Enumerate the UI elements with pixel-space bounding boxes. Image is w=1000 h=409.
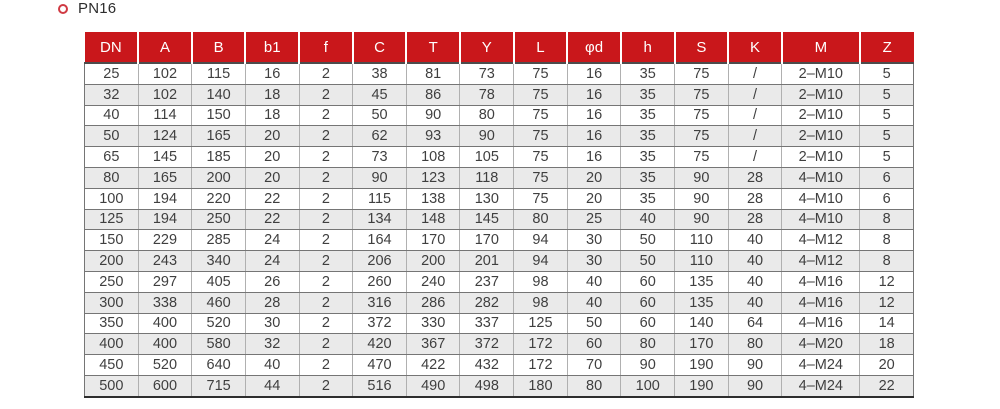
- table-cell: 98: [514, 271, 568, 292]
- table-cell: 28: [728, 188, 782, 209]
- table-row: [85, 209, 914, 230]
- table-cell: 18: [245, 84, 299, 105]
- table-cell: 75: [675, 105, 729, 126]
- table-cell: 50: [85, 126, 139, 147]
- table-cell: 75: [675, 84, 729, 105]
- table-cell: 90: [675, 209, 729, 230]
- table-cell: 5: [860, 84, 914, 105]
- table-cell: 118: [460, 167, 514, 188]
- table-cell: 102: [138, 63, 192, 84]
- table-cell: 40: [245, 355, 299, 376]
- table-cell: 4–M12: [782, 251, 860, 272]
- table-cell: 350: [85, 313, 139, 334]
- table-row: [85, 271, 914, 292]
- table-cell: 94: [514, 251, 568, 272]
- table-row: [85, 126, 914, 147]
- column-header-m: M: [782, 32, 860, 63]
- table-cell: 20: [245, 147, 299, 168]
- table-cell: 580: [192, 334, 246, 355]
- table-cell: 165: [138, 167, 192, 188]
- table-cell: 75: [675, 63, 729, 84]
- table-cell: 20: [567, 188, 621, 209]
- table-cell: 520: [138, 355, 192, 376]
- table-cell: 200: [192, 167, 246, 188]
- table-cell: 450: [85, 355, 139, 376]
- table-cell: 229: [138, 230, 192, 251]
- table-cell: 22: [245, 209, 299, 230]
- table-header: [85, 32, 914, 63]
- table-cell: 2: [299, 355, 353, 376]
- table-cell: 65: [85, 147, 139, 168]
- table-row: [85, 105, 914, 126]
- table-cell: 20: [245, 167, 299, 188]
- table-cell: /: [728, 147, 782, 168]
- table-cell: 2: [299, 230, 353, 251]
- table-row: [85, 292, 914, 313]
- table-cell: 70: [567, 355, 621, 376]
- table-cell: 4–M10: [782, 188, 860, 209]
- table-cell: 243: [138, 251, 192, 272]
- table-row: [85, 167, 914, 188]
- table-cell: 4–M24: [782, 375, 860, 396]
- table-cell: 172: [514, 355, 568, 376]
- table-cell: 140: [675, 313, 729, 334]
- table-cell: 16: [567, 63, 621, 84]
- table-row: [85, 334, 914, 355]
- table-cell: 2: [299, 188, 353, 209]
- table-cell: 240: [406, 271, 460, 292]
- column-header-z: Z: [860, 32, 914, 63]
- table-row: [85, 355, 914, 376]
- table-cell: 432: [460, 355, 514, 376]
- table-cell: 130: [460, 188, 514, 209]
- table-cell: 250: [192, 209, 246, 230]
- table-cell: 5: [860, 126, 914, 147]
- table-cell: 20: [567, 167, 621, 188]
- table-cell: 94: [514, 230, 568, 251]
- table-cell: 2: [299, 105, 353, 126]
- table-cell: 90: [728, 375, 782, 396]
- table-cell: 145: [460, 209, 514, 230]
- table-cell: 316: [353, 292, 407, 313]
- table-cell: 16: [567, 126, 621, 147]
- table-cell: 90: [675, 188, 729, 209]
- table-cell: 60: [621, 271, 675, 292]
- column-header-h: h: [621, 32, 675, 63]
- table-cell: 60: [621, 292, 675, 313]
- table-body: [85, 63, 914, 397]
- table-cell: 2: [299, 313, 353, 334]
- table-cell: 516: [353, 375, 407, 396]
- table-cell: 330: [406, 313, 460, 334]
- table-cell: 340: [192, 251, 246, 272]
- table-cell: 2: [299, 209, 353, 230]
- table-cell: 35: [621, 167, 675, 188]
- table-cell: 22: [245, 188, 299, 209]
- table-cell: 2: [299, 126, 353, 147]
- table-cell: /: [728, 105, 782, 126]
- table-cell: 170: [406, 230, 460, 251]
- table-cell: 24: [245, 230, 299, 251]
- table-cell: 40: [567, 271, 621, 292]
- table-cell: 12: [860, 292, 914, 313]
- table-cell: 108: [406, 147, 460, 168]
- table-cell: 81: [406, 63, 460, 84]
- table-cell: 405: [192, 271, 246, 292]
- table-row: [85, 84, 914, 105]
- table-cell: 4–M10: [782, 167, 860, 188]
- table-cell: 90: [353, 167, 407, 188]
- table-cell: 35: [621, 84, 675, 105]
- table-cell: 16: [245, 63, 299, 84]
- table-cell: 170: [460, 230, 514, 251]
- table-cell: 8: [860, 209, 914, 230]
- table-cell: 98: [514, 292, 568, 313]
- table-cell: /: [728, 63, 782, 84]
- table-cell: 40: [728, 230, 782, 251]
- table-cell: 422: [406, 355, 460, 376]
- table-cell: 715: [192, 375, 246, 396]
- table-cell: 220: [192, 188, 246, 209]
- table-cell: 62: [353, 126, 407, 147]
- table-cell: 500: [85, 375, 139, 396]
- table-cell: 420: [353, 334, 407, 355]
- column-header-f: f: [299, 32, 353, 63]
- table-cell: 4–M24: [782, 355, 860, 376]
- table-cell: 134: [353, 209, 407, 230]
- table-cell: 35: [621, 126, 675, 147]
- table-row: [85, 251, 914, 272]
- table-cell: 2: [299, 271, 353, 292]
- table-cell: 93: [406, 126, 460, 147]
- table-cell: 40: [567, 292, 621, 313]
- table-cell: 20: [860, 355, 914, 376]
- table-cell: 600: [138, 375, 192, 396]
- table-cell: 75: [675, 126, 729, 147]
- table-cell: 24: [245, 251, 299, 272]
- table-cell: 4–M16: [782, 313, 860, 334]
- table-cell: 4–M20: [782, 334, 860, 355]
- column-header-dn: DN: [85, 32, 139, 63]
- table-cell: 190: [675, 375, 729, 396]
- table-cell: 400: [85, 334, 139, 355]
- table-cell: 520: [192, 313, 246, 334]
- column-header-b: B: [192, 32, 246, 63]
- table-cell: 400: [138, 313, 192, 334]
- table-header-row: [85, 32, 914, 63]
- table-cell: 124: [138, 126, 192, 147]
- table-cell: 5: [860, 63, 914, 84]
- table-cell: 5: [860, 147, 914, 168]
- table-cell: 470: [353, 355, 407, 376]
- table-cell: 115: [192, 63, 246, 84]
- table-cell: 2: [299, 251, 353, 272]
- table-cell: 60: [621, 313, 675, 334]
- table-cell: 2: [299, 292, 353, 313]
- table-cell: 14: [860, 313, 914, 334]
- table-cell: 12: [860, 271, 914, 292]
- table-cell: 125: [514, 313, 568, 334]
- table-cell: 164: [353, 230, 407, 251]
- table-cell: 40: [728, 251, 782, 272]
- table-cell: 282: [460, 292, 514, 313]
- table-cell: 64: [728, 313, 782, 334]
- table-cell: 8: [860, 230, 914, 251]
- table-row: [85, 147, 914, 168]
- table-cell: 18: [860, 334, 914, 355]
- table-cell: 194: [138, 209, 192, 230]
- table-cell: 30: [567, 230, 621, 251]
- table-cell: 200: [85, 251, 139, 272]
- table-cell: 40: [621, 209, 675, 230]
- table-cell: 90: [728, 355, 782, 376]
- table-cell: 90: [621, 355, 675, 376]
- table-cell: 490: [406, 375, 460, 396]
- table-cell: 372: [460, 334, 514, 355]
- table-cell: 6: [860, 188, 914, 209]
- table-cell: 73: [353, 147, 407, 168]
- table-cell: 4–M12: [782, 230, 860, 251]
- table-cell: 40: [85, 105, 139, 126]
- table-cell: 75: [514, 147, 568, 168]
- table-cell: 180: [514, 375, 568, 396]
- table-cell: 50: [621, 230, 675, 251]
- table-cell: 2–M10: [782, 126, 860, 147]
- table-cell: 338: [138, 292, 192, 313]
- table-cell: 80: [514, 209, 568, 230]
- table-cell: /: [728, 84, 782, 105]
- table-cell: 165: [192, 126, 246, 147]
- table-cell: 148: [406, 209, 460, 230]
- table-cell: 2–M10: [782, 147, 860, 168]
- table-cell: 26: [245, 271, 299, 292]
- table-cell: 297: [138, 271, 192, 292]
- pn16-dimensions-table: [84, 32, 914, 398]
- table-cell: 2: [299, 147, 353, 168]
- table-cell: 2: [299, 375, 353, 396]
- table-cell: 40: [728, 271, 782, 292]
- column-header-l: L: [514, 32, 568, 63]
- table-cell: 367: [406, 334, 460, 355]
- table-cell: 2: [299, 63, 353, 84]
- table-cell: 640: [192, 355, 246, 376]
- table-cell: 102: [138, 84, 192, 105]
- ring-bullet-icon: [58, 4, 68, 14]
- table-cell: 25: [567, 209, 621, 230]
- table-cell: 135: [675, 292, 729, 313]
- table-cell: 105: [460, 147, 514, 168]
- table-cell: 140: [192, 84, 246, 105]
- table-cell: 35: [621, 105, 675, 126]
- table-cell: /: [728, 126, 782, 147]
- table-cell: 28: [728, 167, 782, 188]
- table-cell: 30: [245, 313, 299, 334]
- table-cell: 6: [860, 167, 914, 188]
- table-cell: 75: [514, 188, 568, 209]
- table-cell: 4–M16: [782, 271, 860, 292]
- table-cell: 50: [621, 251, 675, 272]
- table-cell: 35: [621, 188, 675, 209]
- table-cell: 123: [406, 167, 460, 188]
- table-cell: 2–M10: [782, 63, 860, 84]
- column-header-k: K: [728, 32, 782, 63]
- table-cell: 337: [460, 313, 514, 334]
- table-cell: 110: [675, 251, 729, 272]
- table-cell: 114: [138, 105, 192, 126]
- table-cell: 90: [460, 126, 514, 147]
- table-cell: 4–M10: [782, 209, 860, 230]
- table-row: [85, 230, 914, 251]
- table-cell: 285: [192, 230, 246, 251]
- table-cell: 78: [460, 84, 514, 105]
- table-cell: 150: [85, 230, 139, 251]
- table-cell: 60: [567, 334, 621, 355]
- column-header-t: T: [406, 32, 460, 63]
- table-cell: 90: [406, 105, 460, 126]
- table-cell: 32: [85, 84, 139, 105]
- table-cell: 50: [567, 313, 621, 334]
- table-cell: 75: [514, 84, 568, 105]
- table-cell: 300: [85, 292, 139, 313]
- column-header-s: S: [675, 32, 729, 63]
- table-cell: 190: [675, 355, 729, 376]
- table-cell: 80: [567, 375, 621, 396]
- column-header-c: C: [353, 32, 407, 63]
- table-cell: 25: [85, 63, 139, 84]
- table-cell: 138: [406, 188, 460, 209]
- table-cell: 28: [728, 209, 782, 230]
- table-cell: 2–M10: [782, 84, 860, 105]
- table-cell: 400: [138, 334, 192, 355]
- table-cell: 28: [245, 292, 299, 313]
- table-cell: 100: [85, 188, 139, 209]
- table-cell: 16: [567, 105, 621, 126]
- table-cell: 50: [353, 105, 407, 126]
- table-cell: 460: [192, 292, 246, 313]
- table-cell: 150: [192, 105, 246, 126]
- table-cell: 86: [406, 84, 460, 105]
- table-cell: 286: [406, 292, 460, 313]
- table-cell: 80: [460, 105, 514, 126]
- table-cell: 18: [245, 105, 299, 126]
- column-header-b1: b1: [245, 32, 299, 63]
- table-cell: 206: [353, 251, 407, 272]
- table-cell: 372: [353, 313, 407, 334]
- table-cell: 80: [85, 167, 139, 188]
- table-cell: 237: [460, 271, 514, 292]
- table-cell: 4–M16: [782, 292, 860, 313]
- table-cell: 250: [85, 271, 139, 292]
- table-cell: 2: [299, 334, 353, 355]
- table-cell: 73: [460, 63, 514, 84]
- table-cell: 2: [299, 167, 353, 188]
- table-cell: 35: [621, 147, 675, 168]
- section-title-text: PN16: [78, 0, 117, 17]
- table-cell: 22: [860, 375, 914, 396]
- table-cell: 2–M10: [782, 105, 860, 126]
- table-cell: 90: [675, 167, 729, 188]
- table-row: [85, 63, 914, 84]
- table-cell: 75: [675, 147, 729, 168]
- table-cell: 135: [675, 271, 729, 292]
- table-cell: 5: [860, 105, 914, 126]
- table-cell: 115: [353, 188, 407, 209]
- table-cell: 30: [567, 251, 621, 272]
- table-cell: 44: [245, 375, 299, 396]
- table-cell: 45: [353, 84, 407, 105]
- table-cell: 20: [245, 126, 299, 147]
- table-cell: 125: [85, 209, 139, 230]
- table-cell: 8: [860, 251, 914, 272]
- table-cell: 75: [514, 63, 568, 84]
- table-cell: 75: [514, 167, 568, 188]
- table-cell: 32: [245, 334, 299, 355]
- table-cell: 110: [675, 230, 729, 251]
- table-cell: 75: [514, 105, 568, 126]
- table-cell: 80: [728, 334, 782, 355]
- table-cell: 260: [353, 271, 407, 292]
- table-cell: 16: [567, 84, 621, 105]
- table-row: [85, 375, 914, 396]
- column-header-a: A: [138, 32, 192, 63]
- table-cell: 185: [192, 147, 246, 168]
- table-cell: 145: [138, 147, 192, 168]
- column-header-y: Y: [460, 32, 514, 63]
- table-cell: 16: [567, 147, 621, 168]
- table-cell: 172: [514, 334, 568, 355]
- table-row: [85, 188, 914, 209]
- table-cell: 40: [728, 292, 782, 313]
- table-cell: 75: [514, 126, 568, 147]
- table-cell: 100: [621, 375, 675, 396]
- table-row: [85, 313, 914, 334]
- table-cell: 200: [406, 251, 460, 272]
- table-cell: 498: [460, 375, 514, 396]
- table-cell: 35: [621, 63, 675, 84]
- table-cell: 80: [621, 334, 675, 355]
- table-cell: 201: [460, 251, 514, 272]
- column-header-d: φd: [567, 32, 621, 63]
- section-title: [58, 1, 116, 17]
- table-cell: 38: [353, 63, 407, 84]
- table-cell: 170: [675, 334, 729, 355]
- table-cell: 2: [299, 84, 353, 105]
- table-cell: 194: [138, 188, 192, 209]
